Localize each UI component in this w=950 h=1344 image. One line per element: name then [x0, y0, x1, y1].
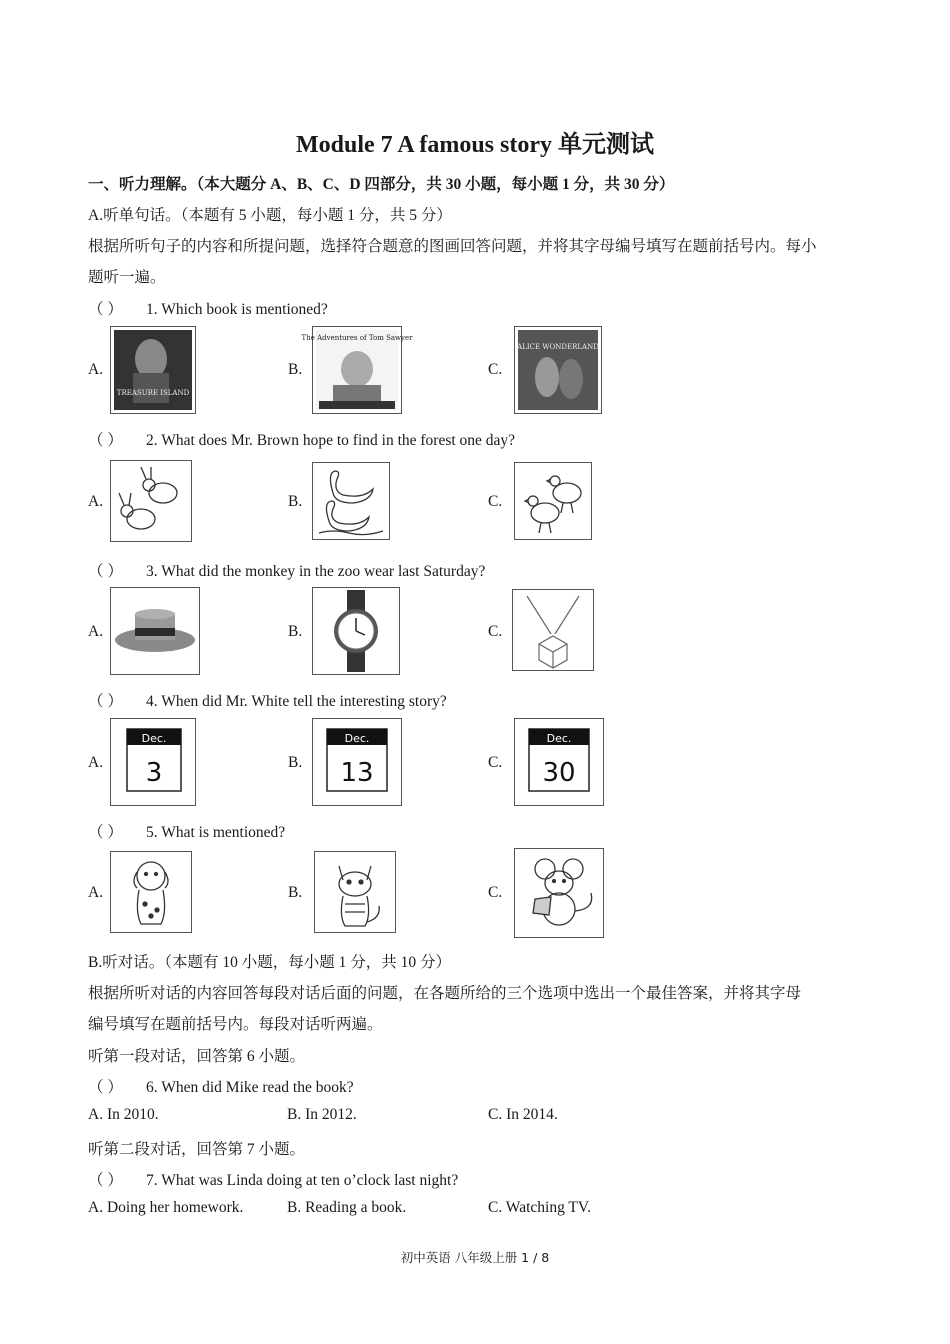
chickens-drawing-image[interactable] — [514, 462, 592, 540]
calendar-month: Dec. — [546, 732, 572, 745]
necklace-photo-image[interactable] — [512, 589, 594, 671]
option-c-label: C. — [488, 361, 503, 378]
cover-title-1: TREASURE ISLAND — [116, 389, 190, 397]
question-text: 1. Which book is mentioned? — [146, 301, 328, 318]
question-5 — [88, 820, 285, 842]
question-text: 4. When did Mr. White tell the interesting story? — [146, 693, 447, 710]
question-2 — [88, 428, 515, 450]
option-a[interactable]: A. Doing her homework. — [88, 1199, 244, 1216]
option-c-label: C. — [488, 493, 503, 510]
alice-in-wonderland-book-cover-image[interactable] — [514, 326, 602, 414]
dog-drawing-image[interactable] — [110, 851, 192, 933]
dialog-2-intro: 听第二段对话，回答第 7 小题。 — [88, 1141, 306, 1158]
question-6 — [88, 1075, 354, 1097]
option-c[interactable]: C. In 2014. — [488, 1106, 558, 1123]
calendar-day: 30 — [542, 758, 576, 788]
partB-heading: B.听对话。（本题有 10 小题，每小题 1 分，共 10 分） — [88, 954, 451, 971]
answer-bracket[interactable]: （ ） — [88, 432, 123, 449]
answer-bracket[interactable]: （ ） — [88, 824, 123, 841]
question-7 — [88, 1168, 458, 1190]
question-4 — [88, 689, 447, 711]
cat-drawing-image[interactable] — [314, 851, 396, 933]
partA-instruction-line1: 根据所听句子的内容和所提问题，选择符合题意的图画回答问题，并将其字母编号填写在题前括号内。每小 — [88, 238, 817, 255]
option-b-label: B. — [288, 754, 303, 771]
question-text: 7. What was Linda doing at ten o’clock last night? — [146, 1172, 459, 1189]
calendar-day: 13 — [340, 758, 374, 788]
partB-instruction-line1: 根据所听对话的内容回答每段对话后面的问题，在各题所给的三个选项中选出一个最佳答案，并将其字母 — [88, 985, 802, 1002]
cover-title-3: ALICE WONDERLAND — [517, 343, 599, 351]
option-b-label: B. — [288, 493, 303, 510]
calendar-day: 3 — [145, 758, 163, 788]
option-a-label: A. — [88, 493, 104, 510]
answer-bracket[interactable]: （ ） — [88, 563, 123, 580]
partA-heading: A.听单句话。（本题有 5 小题，每小题 1 分，共 5 分） — [88, 207, 452, 224]
option-a-label: A. — [88, 754, 104, 771]
question-text: 2. What does Mr. Brown hope to find in the forest one day? — [146, 432, 516, 449]
option-b[interactable]: B. In 2012. — [287, 1106, 357, 1123]
option-b-label: B. — [288, 361, 303, 378]
tom-sawyer-book-cover-image[interactable] — [301, 326, 413, 414]
option-a-label: A. — [88, 623, 104, 640]
option-b-label: B. — [288, 623, 303, 640]
hat-photo-image[interactable] — [110, 587, 200, 675]
question-1 — [88, 297, 328, 319]
question-text: 5. What is mentioned? — [146, 824, 286, 841]
calendar-dec-3-image[interactable] — [110, 718, 196, 806]
question-text: 3. What did the monkey in the zoo wear last Saturday? — [146, 563, 486, 580]
option-a-label: A. — [88, 361, 104, 378]
partA-instruction-line2: 题听一遍。 — [88, 269, 166, 286]
section1-heading: 一、听力理解。（本大题分 A、B、C、D 四部分，共 30 小题，每小题 1 分，共 30 分） — [88, 176, 675, 193]
answer-bracket[interactable]: （ ） — [88, 1079, 123, 1096]
answer-bracket[interactable]: （ ） — [88, 301, 123, 318]
cover-title-2: The Adventures of Tom Sawyer — [301, 334, 413, 342]
rabbits-drawing-image[interactable] — [110, 460, 192, 542]
dialog-1-intro: 听第一段对话，回答第 6 小题。 — [88, 1048, 306, 1065]
option-c-label: C. — [488, 623, 503, 640]
answer-bracket[interactable]: （ ） — [88, 1172, 123, 1189]
calendar-dec-13-image[interactable] — [312, 718, 402, 806]
option-c-label: C. — [488, 754, 503, 771]
option-b[interactable]: B. Reading a book. — [287, 1199, 407, 1216]
option-a-label: A. — [88, 884, 104, 901]
answer-bracket[interactable]: （ ） — [88, 693, 123, 710]
question-3 — [88, 559, 485, 581]
question-text: 6. When did Mike read the book? — [146, 1079, 354, 1096]
mouse-drawing-image[interactable] — [514, 848, 604, 938]
calendar-dec-30-image[interactable] — [514, 718, 604, 806]
swans-drawing-image[interactable] — [312, 462, 390, 540]
calendar-month: Dec. — [141, 732, 167, 745]
watch-photo-image[interactable] — [312, 587, 400, 675]
partB-instruction-line2: 编号填写在题前括号内。每段对话听两遍。 — [88, 1016, 383, 1033]
treasure-island-book-cover-image[interactable] — [110, 326, 196, 414]
option-b-label: B. — [288, 884, 303, 901]
option-c-label: C. — [488, 884, 503, 901]
page-footer: 初中英语 八年级上册 1 / 8 — [400, 1250, 550, 1265]
calendar-month: Dec. — [344, 732, 370, 745]
option-c[interactable]: C. Watching TV. — [488, 1199, 591, 1216]
page-title: Module 7 A famous story 单元测试 — [295, 132, 654, 158]
option-a[interactable]: A. In 2010. — [88, 1106, 159, 1123]
